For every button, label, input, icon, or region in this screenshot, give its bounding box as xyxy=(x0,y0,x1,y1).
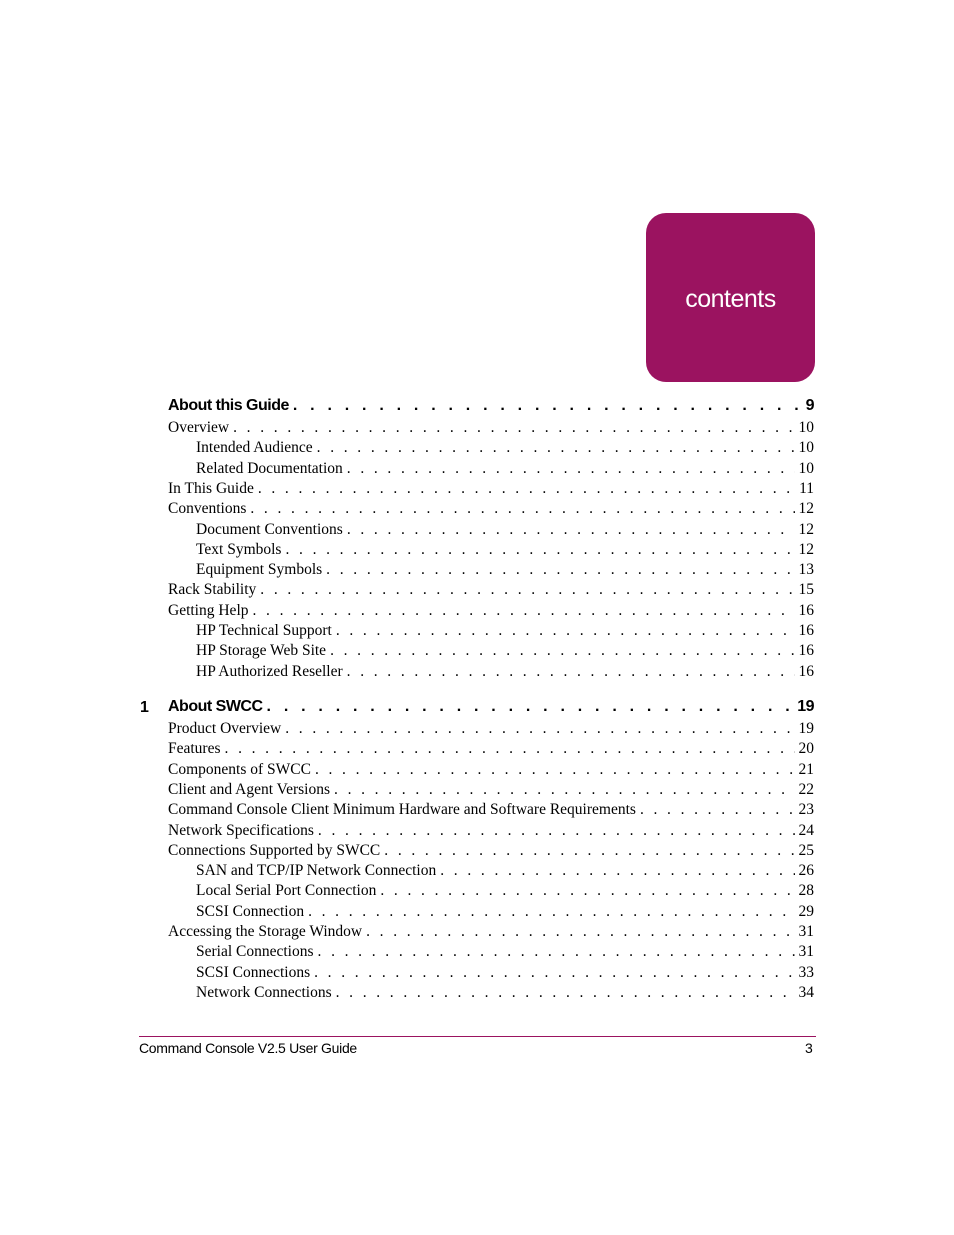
toc-entry-title: In This Guide xyxy=(168,479,254,497)
toc-entry-page: 25 xyxy=(798,841,814,859)
footer-rule xyxy=(139,1036,816,1037)
toc-entry-leader xyxy=(347,521,795,539)
chapter-number: 1 xyxy=(140,699,149,716)
toc-entry-leader xyxy=(347,663,795,681)
toc-entry-title: HP Storage Web Site xyxy=(196,642,327,660)
footer-title: Command Console V2.5 User Guide xyxy=(139,1040,357,1056)
toc-entry-page: 10 xyxy=(798,459,814,477)
toc-entry-page: 22 xyxy=(798,780,814,798)
footer-page-number: 3 xyxy=(805,1040,813,1056)
toc-entry-leader xyxy=(330,642,794,660)
toc-entry-leader xyxy=(380,882,794,900)
toc-chapter-leader xyxy=(293,397,802,415)
toc-chapter-leader xyxy=(267,698,794,716)
toc-entry[interactable] xyxy=(196,541,814,561)
toc-entry-page: 26 xyxy=(798,862,814,880)
toc-entry-title: Local Serial Port Connection xyxy=(196,882,377,900)
toc-entry[interactable] xyxy=(168,419,814,439)
toc-entry[interactable] xyxy=(168,801,814,821)
toc-entry-title: SCSI Connection xyxy=(196,902,305,920)
toc-entry[interactable] xyxy=(168,581,814,601)
contents-badge xyxy=(646,213,815,382)
toc-entry[interactable] xyxy=(168,720,814,740)
toc-entry[interactable] xyxy=(196,642,814,662)
toc-entry[interactable] xyxy=(168,822,814,842)
toc-entry-title: Related Documentation xyxy=(196,459,343,477)
toc-entry-leader xyxy=(250,500,794,518)
toc-entry-title: Getting Help xyxy=(168,601,249,619)
toc-entry-page: 15 xyxy=(798,581,814,599)
toc-entry[interactable] xyxy=(168,500,814,520)
toc-entry-leader xyxy=(285,720,794,738)
toc-entry[interactable] xyxy=(196,622,814,642)
toc-entry-title: Network Specifications xyxy=(168,821,314,839)
toc-entry[interactable] xyxy=(196,964,814,984)
toc-entry-page: 16 xyxy=(798,642,814,660)
toc-entry-title: Document Conventions xyxy=(196,520,343,538)
toc-entry-page: 21 xyxy=(798,760,814,778)
toc-entry[interactable] xyxy=(196,663,814,683)
toc-entry[interactable] xyxy=(196,984,814,1004)
toc-entry-title: SCSI Connections xyxy=(196,963,311,981)
toc-entry-leader xyxy=(258,480,795,498)
toc-entry-page: 16 xyxy=(798,601,814,619)
toc-entry-title: Product Overview xyxy=(168,720,282,737)
toc-entry[interactable] xyxy=(196,561,814,581)
toc-entry-title: Serial Connections xyxy=(196,943,314,961)
toc-entry-leader xyxy=(334,781,794,799)
toc-entry-leader xyxy=(317,439,795,457)
toc-entry-page: 12 xyxy=(798,500,814,518)
toc-entry-leader xyxy=(326,561,794,579)
toc-chapter[interactable] xyxy=(168,397,814,419)
toc-entry-leader xyxy=(440,862,794,880)
toc-entry-title: Client and Agent Versions xyxy=(168,780,331,798)
toc-chapter-page: 9 xyxy=(805,397,814,414)
toc-entry-title: Equipment Symbols xyxy=(196,561,323,579)
toc-entry-page: 28 xyxy=(798,882,814,900)
toc-entry-page: 19 xyxy=(798,720,814,737)
toc-entry[interactable] xyxy=(168,842,814,862)
contents-badge-label: contents xyxy=(685,285,776,313)
toc-entry-leader xyxy=(336,984,795,1002)
toc-entry[interactable] xyxy=(196,943,814,963)
toc-entry-page: 12 xyxy=(798,520,814,538)
toc-entry-page: 11 xyxy=(799,479,814,497)
toc-entry-title: HP Technical Support xyxy=(196,622,332,639)
toc-entry[interactable] xyxy=(168,740,814,760)
toc-entry[interactable] xyxy=(196,439,814,459)
toc-entry-title: Connections Supported by SWCC xyxy=(168,841,381,859)
toc-entry-leader xyxy=(315,761,795,779)
toc-entry-title: SAN and TCP/IP Network Connection xyxy=(196,862,437,880)
toc-entry-leader xyxy=(308,903,794,921)
toc-entry[interactable] xyxy=(168,923,814,943)
toc-entry-page: 23 xyxy=(798,801,814,819)
toc-chapter[interactable] xyxy=(168,698,814,720)
toc-entry-title: Conventions xyxy=(168,500,247,518)
toc-entry-page: 31 xyxy=(798,923,814,940)
toc-entry-leader xyxy=(336,622,795,640)
toc-entry-page: 10 xyxy=(798,439,814,457)
toc-entry[interactable] xyxy=(168,480,814,500)
toc-entry-leader xyxy=(260,581,794,599)
toc-entry[interactable] xyxy=(196,460,814,480)
toc-entry[interactable] xyxy=(196,862,814,882)
toc-entry-page: 10 xyxy=(798,419,814,436)
toc-entry-page: 20 xyxy=(798,740,814,758)
toc-entry-page: 12 xyxy=(798,540,814,558)
toc-entry-leader xyxy=(285,541,794,559)
toc-chapter-page: 19 xyxy=(797,698,814,715)
toc-entry[interactable] xyxy=(168,761,814,781)
toc-chapter-title: About SWCC xyxy=(168,698,263,715)
toc-entry[interactable] xyxy=(168,602,814,622)
toc-entry-title: Command Console Client Minimum Hardware and Software Requirements xyxy=(168,801,636,819)
toc-entry-page: 34 xyxy=(798,983,814,1001)
toc-entry-title: Text Symbols xyxy=(196,540,282,558)
toc-entry-leader xyxy=(318,943,795,961)
toc-entry[interactable] xyxy=(168,781,814,801)
toc-entry[interactable] xyxy=(196,521,814,541)
toc-entry-leader xyxy=(384,842,794,860)
toc-entry-page: 16 xyxy=(798,662,814,680)
toc-entry-leader xyxy=(366,923,794,941)
toc-entry-title: Features xyxy=(168,740,221,758)
toc-entry[interactable] xyxy=(196,903,814,923)
toc-entry-title: Network Connections xyxy=(196,983,332,1001)
toc-entry-page: 16 xyxy=(798,622,814,639)
toc-entry-leader xyxy=(640,801,795,819)
toc-entry[interactable] xyxy=(196,882,814,902)
toc-entry-title: Accessing the Storage Window xyxy=(168,923,363,940)
toc-entry-page: 13 xyxy=(798,561,814,579)
toc-entry-leader xyxy=(253,602,795,620)
toc-entry-title: Overview xyxy=(168,419,230,436)
toc-entry-page: 33 xyxy=(798,963,814,981)
toc-entry-title: Intended Audience xyxy=(196,439,313,457)
toc-entry-leader xyxy=(233,419,794,437)
toc-entry-leader xyxy=(225,740,795,758)
toc-entry-leader xyxy=(347,460,795,478)
toc-entry-page: 31 xyxy=(798,943,814,961)
toc-entry-page: 29 xyxy=(798,902,814,920)
toc-chapter-title: About this Guide xyxy=(168,397,289,414)
toc-entry-leader xyxy=(318,822,795,840)
toc-entry-title: HP Authorized Reseller xyxy=(196,662,343,680)
toc-entry-leader xyxy=(314,964,794,982)
toc-entry-title: Components of SWCC xyxy=(168,760,311,778)
toc-entry-title: Rack Stability xyxy=(168,581,257,599)
toc-entry-page: 24 xyxy=(798,821,814,839)
